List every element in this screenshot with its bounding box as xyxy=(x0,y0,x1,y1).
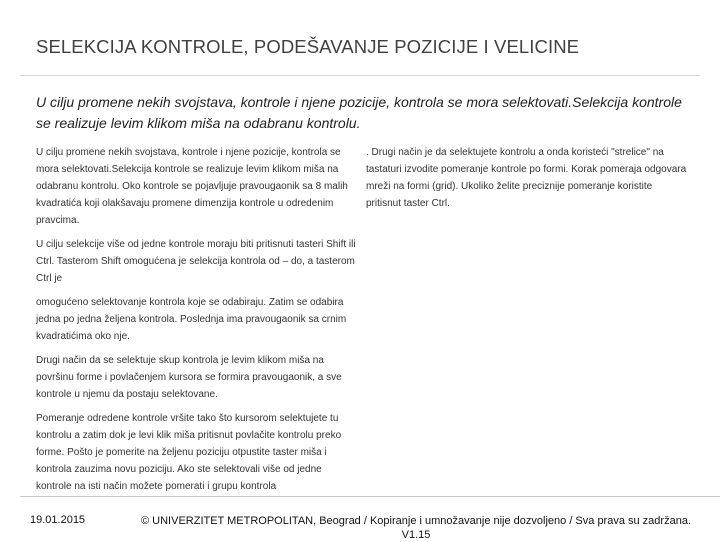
left-paragraph-5: Pomeranje odredene kontrole vršite tako što kursorom selektujete tu kontrolu a zatim dok je levi klik miša pritisnut povlačite kontrolu preko forme. Pošto je pomerite na željenu poziciju otpustite taster miša i kontrola zauzima novu poziciju. Ako ste selektovali više od jedne kontrole na isti način možete pomerati i grupu kontrola xyxy=(36,413,342,492)
right-paragraph-1: . Drugi način je da selektujete kontrolu a onda koristeći "strelice" na tastaturi izvodite pomeranje kontrole po formi. Korak pomeraja odgovara mreži na formi (grid). Ukoliko želite preciznije pomeranje koristite pritisnut taster Ctrl. xyxy=(366,147,687,209)
footer-copyright: © UNIVERZITET METROPOLITAN, Beograd / Kopiranje i umnožavanje nije dozvoljeno / Sva prava su zadržana. V1.15 xyxy=(141,515,691,541)
left-paragraph-1: U cilju promene nekih svojstava, kontrole i njene pozicije, kontrola se mora selektovati.Selekcija kontrole se realizuje levim klikom miša na odabranu kontrolu. Oko kontrole se pojavljuje pravougaonik sa 8 malih kvadratića koji olakšavaju promene dimenzija kontrole u odredenim pravcima. xyxy=(36,147,348,226)
footer-date: 19.01.2015 xyxy=(30,514,86,526)
footer-divider xyxy=(20,496,720,497)
left-paragraph-4: Drugi način da se selektuje skup kontrola je levim klikom miša na površinu forme i povlačenjem kursora se formira pravougaonik, a sve kontrole u njemu da postaju selektovane. xyxy=(36,355,342,400)
left-text-column xyxy=(36,144,356,502)
right-text-column xyxy=(366,144,688,212)
left-paragraph-2: U cilju selekcije više od jedne kontrole moraju biti pritisnuti tasteri Shift ili Ctrl. Tasterom Shift omogućena je selekcija kontrola od – do, a tasterom Ctrl je xyxy=(36,239,356,284)
slide-title: SELEKCIJA KONTROLE, PODEŠAVANJE POZICIJE I VELICINE xyxy=(36,36,580,57)
title-divider xyxy=(20,75,700,76)
left-paragraph-3: omogućeno selektovanje kontrola koje se odabiraju. Zatim se odabira jedna po jedna željena kontrola. Poslednja ima pravougaonik sa crnim kvadratićima oko nje. xyxy=(36,297,347,342)
slide-subtitle: U cilju promene nekih svojstava, kontrole i njene pozicije, kontrola se mora selektovati.Selekcija kontrole se realizuje levim klikom miša na odabranu kontrolu. xyxy=(36,94,682,131)
